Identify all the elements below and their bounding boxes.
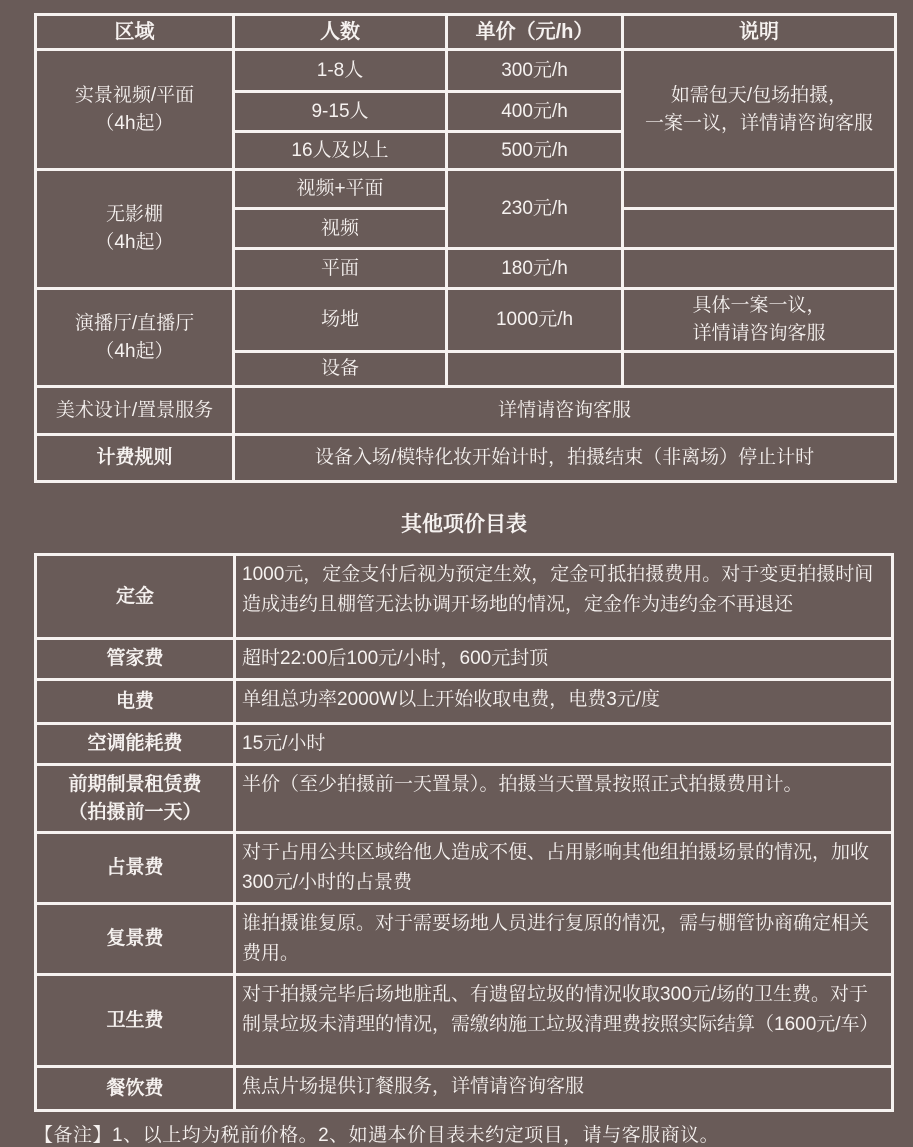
price-cell: 300元/h bbox=[447, 50, 623, 92]
region-cell-live-video bbox=[36, 50, 234, 170]
fee-name-line1: 前期制景租赁费 bbox=[68, 773, 202, 795]
fee-name-cell-butler: 管家费 bbox=[36, 639, 235, 680]
billing-rule-value-cell: 设备入场/模特化妆开始计时，拍摄结束（非离场）停止计时 bbox=[234, 435, 896, 482]
price-cell-empty bbox=[447, 352, 623, 387]
billing-rule-label-cell: 计费规则 bbox=[36, 435, 234, 482]
region-label-line1: 演播厅/直播厅 bbox=[74, 312, 195, 334]
region-cell-broadcast-hall bbox=[36, 289, 234, 387]
table-header-row bbox=[36, 15, 896, 50]
other-fees-table bbox=[34, 553, 894, 1112]
note-cell-empty bbox=[623, 249, 896, 289]
header-cell-price: 单价（元/h） bbox=[447, 15, 623, 50]
fee-name-cell-catering: 餐饮费 bbox=[36, 1067, 235, 1111]
fee-name-cell-electricity: 电费 bbox=[36, 680, 235, 724]
price-cell: 230元/h bbox=[447, 170, 623, 249]
note-line2: 详情请咨询客服 bbox=[692, 323, 826, 344]
price-cell: 400元/h bbox=[447, 92, 623, 132]
fee-name-cell-restore: 复景费 bbox=[36, 904, 235, 975]
note-line1: 如需包天/包场拍摄， bbox=[670, 84, 848, 106]
fee-desc-cell: 单组总功率2000W以上开始收取电费，电费3元/度 bbox=[235, 680, 893, 724]
header-cell-region: 区域 bbox=[36, 15, 234, 50]
region-label-line2: （4h起） bbox=[95, 112, 174, 134]
fee-name-cell-occupy: 占景费 bbox=[36, 833, 235, 904]
fee-name-cell-aircon: 空调能耗费 bbox=[36, 724, 235, 765]
people-cell: 平面 bbox=[234, 249, 447, 289]
fee-desc-cell: 超时22:00后100元/小时，600元封顶 bbox=[235, 639, 893, 680]
table-row bbox=[36, 639, 893, 680]
fee-name-cell-deposit: 定金 bbox=[36, 555, 235, 639]
people-cell: 场地 bbox=[234, 289, 447, 352]
table-row bbox=[36, 289, 896, 352]
table-row bbox=[36, 170, 896, 209]
header-cell-people: 人数 bbox=[234, 15, 447, 50]
fee-desc-cell: 对于拍摄完毕后场地脏乱、有遗留垃圾的情况收取300元/场的卫生费。对于制景垃圾未清理的情况，需缴纳施工垃圾清理费按照实际结算（1600元/车） bbox=[235, 975, 893, 1067]
fee-name-cell-preset bbox=[36, 765, 235, 833]
fee-desc-cell: 对于占用公共区域给他人造成不便、占用影响其他组拍摄场景的情况，加收300元/小时的占景费 bbox=[235, 833, 893, 904]
region-label-line2: （4h起） bbox=[95, 340, 174, 362]
note-cell-section1 bbox=[623, 50, 896, 170]
people-cell: 9-15人 bbox=[234, 92, 447, 132]
note-cell-empty bbox=[623, 209, 896, 249]
note-line2: 一案一议，详情请咨询客服 bbox=[644, 112, 873, 134]
header-cell-note: 说明 bbox=[623, 15, 896, 50]
price-cell: 500元/h bbox=[447, 132, 623, 170]
note-cell-section3 bbox=[623, 289, 896, 352]
region-label-line2: （4h起） bbox=[95, 232, 174, 253]
people-cell: 1-8人 bbox=[234, 50, 447, 92]
fee-desc-cell: 半价（至少拍摄前一天置景）。拍摄当天置景按照正式拍摄费用计。 bbox=[235, 765, 893, 833]
note-cell-empty bbox=[623, 170, 896, 209]
table-row bbox=[36, 50, 896, 92]
service-note-cell: 详情请咨询客服 bbox=[234, 387, 896, 435]
table-row bbox=[36, 904, 893, 975]
table-row bbox=[36, 724, 893, 765]
region-label-line1: 实景视频/平面 bbox=[74, 84, 195, 106]
fee-desc-cell: 谁拍摄谁复原。对于需要场地人员进行复原的情况，需与棚管协商确定相关费用。 bbox=[235, 904, 893, 975]
price-cell: 1000元/h bbox=[447, 289, 623, 352]
region-cell-shadowless-studio bbox=[36, 170, 234, 289]
note-cell-empty bbox=[623, 352, 896, 387]
people-cell: 16人及以上 bbox=[234, 132, 447, 170]
people-cell: 设备 bbox=[234, 352, 447, 387]
table-row bbox=[36, 1067, 893, 1111]
other-fees-title: 其他项价目表 bbox=[401, 513, 527, 536]
region-cell-art-design: 美术设计/置景服务 bbox=[36, 387, 234, 435]
studio-pricing-table bbox=[34, 13, 897, 483]
fee-name-line2: （拍摄前一天） bbox=[68, 801, 202, 823]
price-cell: 180元/h bbox=[447, 249, 623, 289]
fee-desc-cell: 15元/小时 bbox=[235, 724, 893, 765]
table-row bbox=[36, 833, 893, 904]
table-row bbox=[36, 555, 893, 639]
fee-name-cell-sanitation: 卫生费 bbox=[36, 975, 235, 1067]
region-label-line1: 无影棚 bbox=[105, 204, 163, 226]
fee-desc-cell: 焦点片场提供订餐服务，详情请咨询客服 bbox=[235, 1067, 893, 1111]
table-row bbox=[36, 765, 893, 833]
table-row bbox=[36, 435, 896, 482]
people-cell: 视频+平面 bbox=[234, 170, 447, 209]
table-row bbox=[36, 975, 893, 1067]
footnote: 【备注】1、以上均为税前价格。2、如遇本价目表未约定项目，请与客服商议。 bbox=[34, 1125, 720, 1146]
table-row bbox=[36, 680, 893, 724]
table-row bbox=[36, 387, 896, 435]
fee-desc-cell: 1000元，定金支付后视为预定生效，定金可抵拍摄费用。对于变更拍摄时间造成违约且棚管无法协调开场地的情况，定金作为违约金不再退还 bbox=[235, 555, 893, 639]
people-cell: 视频 bbox=[234, 209, 447, 249]
note-line1: 具体一案一议， bbox=[692, 295, 826, 317]
